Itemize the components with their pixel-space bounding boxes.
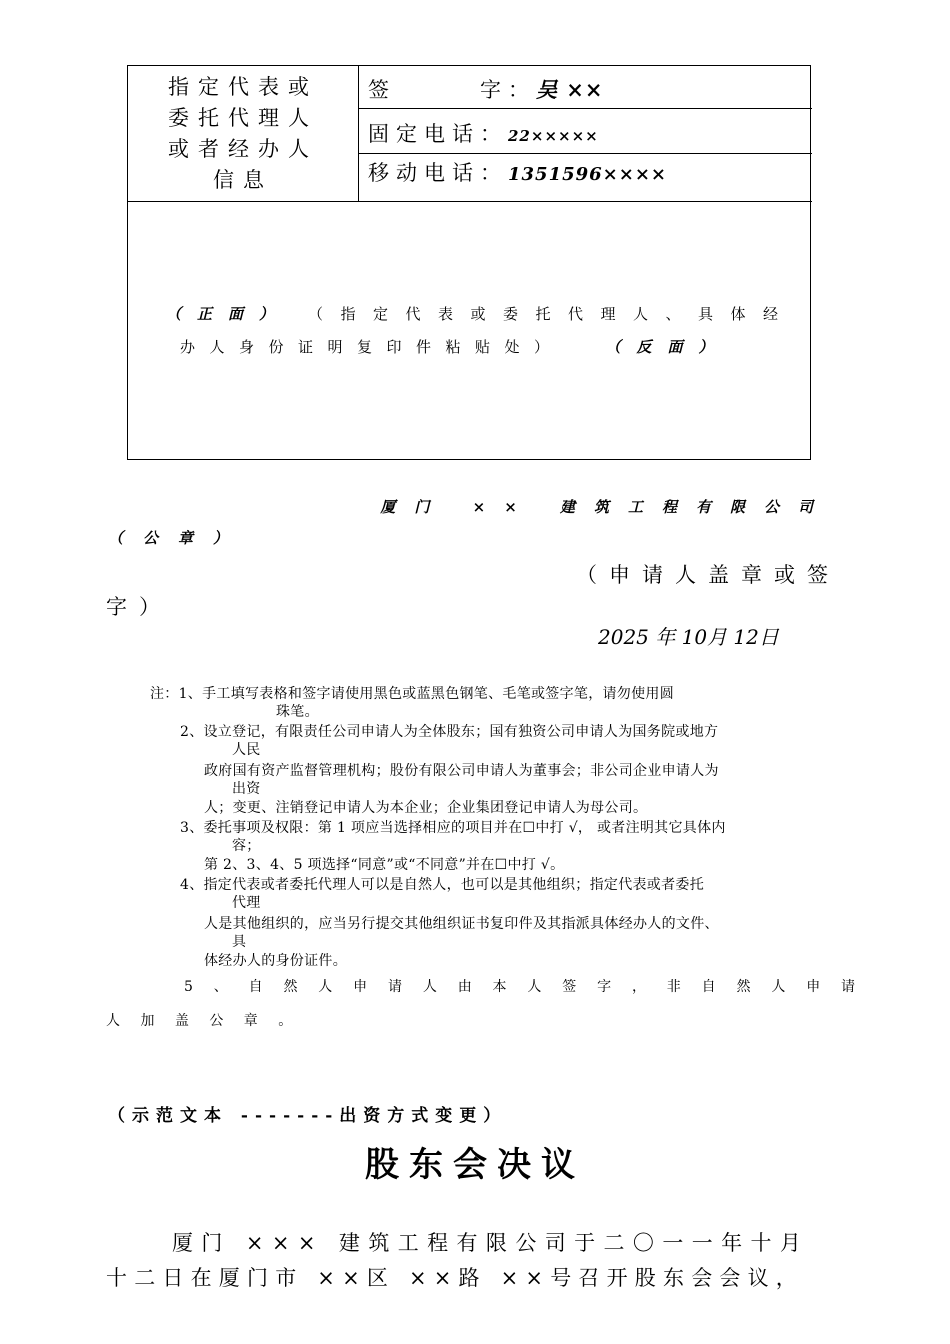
label-line: 信息 [213,168,273,192]
note-3: 3、委托事项及权限：第 1 项应当选择相应的项目并在☐中打 √， 或者注明其它具体内 [180,820,726,836]
signature-row [368,74,604,104]
note-3-cont: 容； [232,838,261,854]
note-4-line2: 人是其他组织的，应当另行提交其他组织证书复印件及其指派具体经办人的文件、 [204,916,719,932]
signature-date: 2025 年 10月 12日 [598,625,779,649]
row-divider [128,201,812,202]
note-4-line3: 体经办人的身份证件。 [204,953,347,969]
row-divider [358,108,812,109]
note-2-line3: 人；变更、注销登记申请人为本企业；企业集团登记申请人为母公司。 [204,800,648,816]
note-2-cont2: 出资 [232,781,261,797]
id-copy-line1: （指定代表或委托代理人、具体经 [308,305,796,323]
applicant-sign-line2: 字） [106,595,172,619]
note-2: 2、设立登记，有限责任公司申请人为全体股东；国有独资公司申请人为国务院或地方 [180,724,719,740]
official-seal: （公章） [108,529,249,547]
body-line-1: 厦门 ××× 建筑工程有限公司于二〇一一年十月 [172,1231,810,1255]
mobile-value: 1351596×××× [508,164,667,185]
note-3-line2: 第 2、3、4、5 项选择“同意”或“不同意”并在☐中打 √。 [204,857,565,873]
note-4-cont2: 具 [232,934,247,950]
document-title: 股东会决议 [365,1145,585,1185]
label-line: 或者经办人 [168,137,318,161]
body-line-2: 十二日在厦门市 ××区 ××路 ××号召开股东会会议， [106,1266,804,1290]
note-5: 5 、 自 然 人 申 请 人 由 本 人 签 字 ， 非 自 然 人 申 请 [184,979,864,995]
id-copy-area-2 [180,336,730,357]
id-copy-area [166,303,796,324]
note-4: 4、指定代表或者委托代理人可以是自然人，也可以是其他组织；指定代表或者委托 [180,877,705,893]
phone-label: 固定电话： [368,122,508,146]
mobile-label: 移动电话： [368,161,508,185]
row-divider [358,153,812,154]
signature-label: 签 字： [368,78,536,102]
note-1: 注：1、手工填写表格和签字请使用黑色或蓝黑色钢笔、毛笔或签字笔，请勿使用圆 [150,686,675,702]
note-4-cont: 代理 [232,895,261,911]
phone-value: 22××××× [508,127,599,145]
representative-info-table [127,65,811,460]
mobile-row [368,157,667,187]
note-5-cont: 人 加 盖 公 章 。 [106,1013,301,1029]
front-label: （正面） [166,305,291,323]
sample-heading: （示范文本 -------出资方式变更） [108,1106,508,1126]
label-line: 指定代表或 [168,75,318,99]
back-label: （反面） [605,338,730,356]
note-1-cont: 珠笔。 [276,704,319,720]
note-2-line2: 政府国有资产监督管理机构；股份有限公司申请人为董事会；非公司企业申请人为 [204,763,719,779]
label-line: 委托代理人 [168,106,318,130]
applicant-sign-line1: （申请人盖章或签 [576,563,840,587]
note-2-cont: 人民 [232,742,261,758]
signature-value: 吴 ×× [536,77,604,102]
column-divider [358,66,359,201]
phone-row [368,118,599,148]
representative-label [128,66,358,201]
id-copy-line2: 办人身份证明复印件粘贴处） [180,338,564,356]
company-name: 厦门 ×× 建筑工程有限公司 [380,498,832,516]
